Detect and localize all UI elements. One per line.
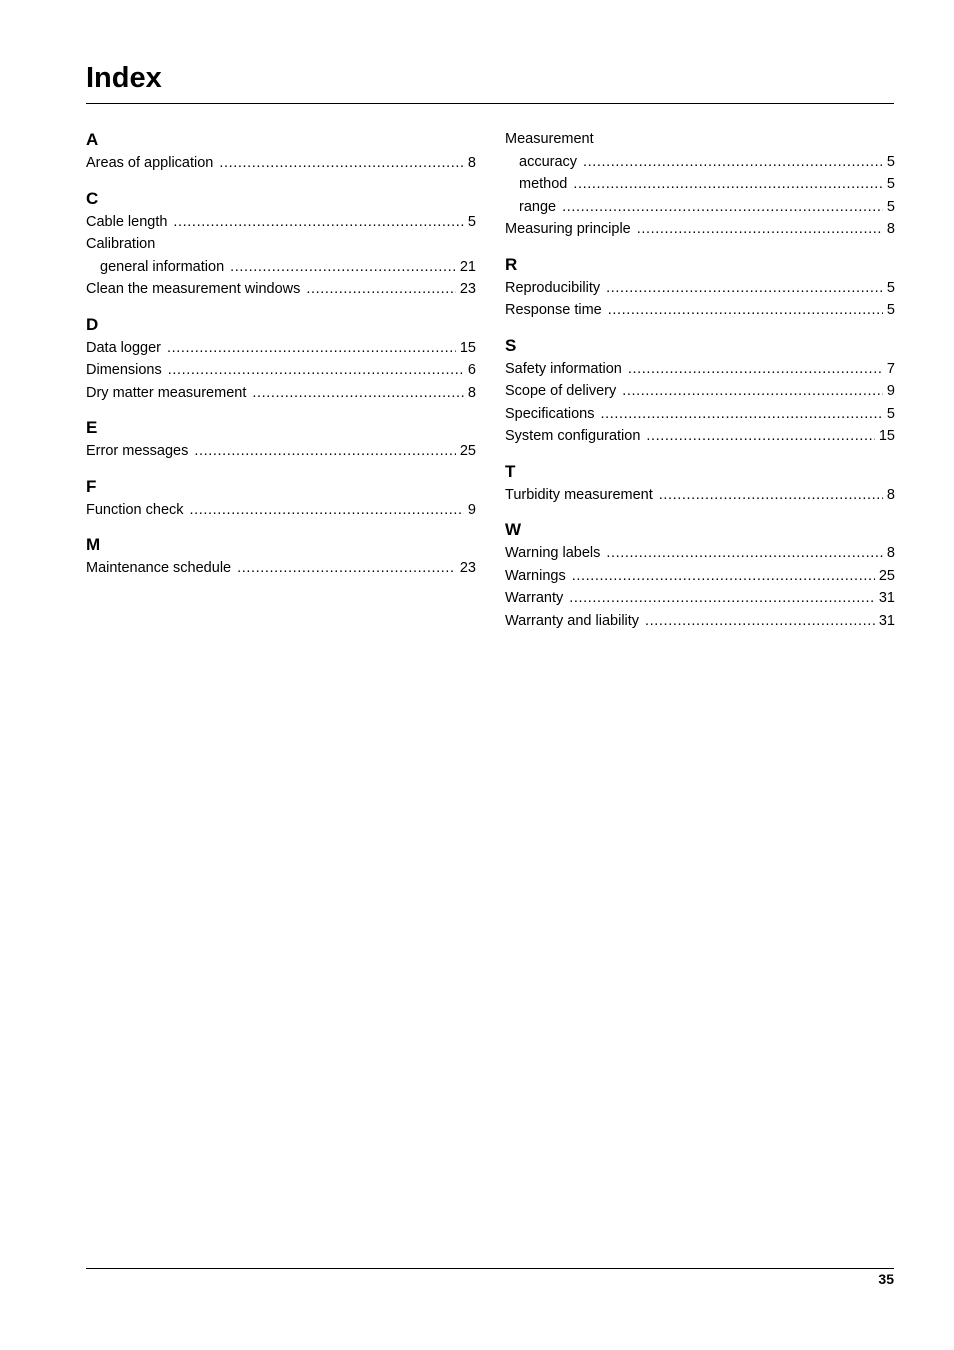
- index-entry[interactable]: [86, 359, 476, 382]
- index-entry[interactable]: [505, 484, 895, 507]
- entry-page: 15: [459, 339, 476, 356]
- dot-leader: [573, 173, 883, 196]
- index-section-m: [86, 533, 476, 580]
- entry-term: Reproducibility: [505, 279, 601, 296]
- dot-leader: [606, 277, 883, 300]
- index-heading-entry: Measurement: [505, 131, 594, 147]
- section-letter: D: [86, 314, 99, 334]
- dot-leader: [190, 499, 464, 522]
- entry-page: 5: [886, 176, 895, 192]
- entry-page: 23: [459, 560, 476, 576]
- index-heading-entry: Calibration: [86, 236, 156, 252]
- dot-leader: [628, 358, 883, 381]
- entry-page: 31: [878, 590, 895, 606]
- index-entry[interactable]: [505, 587, 895, 610]
- entry-page: 6: [467, 362, 476, 378]
- dot-leader: [219, 152, 464, 175]
- entry-page: 8: [886, 221, 895, 237]
- entry-page: 9: [886, 383, 895, 399]
- entry-page: 5: [886, 153, 895, 170]
- dot-leader: [173, 211, 464, 234]
- section-letter: E: [86, 418, 98, 437]
- entry-page: 5: [467, 213, 476, 230]
- dot-leader: [659, 484, 883, 507]
- entry-term: Measuring principle: [505, 221, 631, 237]
- entry-term: method: [519, 176, 568, 192]
- index-subentry[interactable]: [505, 151, 895, 174]
- entry-page: 5: [886, 198, 895, 215]
- index-entry[interactable]: [505, 380, 895, 403]
- index-entry[interactable]: [86, 152, 476, 175]
- entry-term: Clean the measurement windows: [86, 281, 301, 297]
- entry-page: 25: [459, 443, 476, 459]
- index-subentry[interactable]: [505, 196, 895, 219]
- index-section-f: [86, 475, 476, 522]
- index-entry[interactable]: [86, 382, 476, 405]
- header-rule: [86, 103, 894, 104]
- entry-page: 21: [459, 258, 476, 275]
- page-title: Index: [86, 62, 162, 94]
- section-letter: C: [86, 188, 99, 208]
- index-entry[interactable]: [505, 358, 895, 381]
- dot-leader: [194, 440, 456, 463]
- entry-term: Warnings: [505, 567, 566, 584]
- entry-page: 5: [886, 279, 895, 296]
- entry-term: Error messages: [86, 443, 189, 459]
- dot-leader: [168, 359, 464, 382]
- index-entry[interactable]: [505, 299, 895, 322]
- index-entry[interactable]: [505, 425, 895, 448]
- index-entry[interactable]: [86, 440, 476, 463]
- footer-rule: [86, 1268, 894, 1269]
- entry-term: accuracy: [519, 153, 578, 170]
- entry-term: Data logger: [86, 339, 161, 356]
- index-section-w: [505, 518, 895, 632]
- entry-term: general information: [100, 258, 225, 275]
- entry-term: Response time: [505, 302, 602, 318]
- dot-leader: [237, 557, 456, 580]
- index-entry[interactable]: [86, 499, 476, 522]
- index-section-e: [86, 416, 476, 463]
- index-section-a: [86, 128, 476, 175]
- index-column-left: [86, 128, 476, 580]
- dot-leader: [572, 565, 875, 588]
- index-subentry[interactable]: [86, 256, 476, 279]
- index-entry[interactable]: [86, 557, 476, 580]
- index-section-s: [505, 334, 895, 448]
- index-subentry[interactable]: [505, 173, 895, 196]
- entry-term: Dry matter measurement: [86, 384, 247, 401]
- index-entry[interactable]: [86, 211, 476, 234]
- entry-page: 7: [886, 360, 895, 377]
- section-letter: T: [505, 461, 516, 481]
- dot-leader: [608, 299, 883, 322]
- dot-leader: [600, 403, 882, 426]
- index-entry[interactable]: [505, 565, 895, 588]
- entry-term: Warning labels: [505, 545, 601, 561]
- dot-leader: [583, 151, 883, 174]
- dot-leader: [646, 425, 874, 448]
- dot-leader: [606, 542, 883, 565]
- dot-leader: [569, 587, 875, 610]
- entry-page: 8: [886, 486, 895, 503]
- entry-page: 5: [886, 302, 895, 318]
- entry-term: Turbidity measurement: [505, 486, 653, 503]
- entry-term: Maintenance schedule: [86, 560, 232, 576]
- section-letter: W: [505, 520, 522, 539]
- dot-leader: [637, 218, 883, 241]
- index-entry[interactable]: [505, 277, 895, 300]
- index-entry[interactable]: [505, 542, 895, 565]
- dot-leader: [306, 278, 455, 301]
- entry-page: 25: [878, 567, 895, 584]
- dot-leader: [562, 196, 883, 219]
- section-letter: R: [505, 254, 518, 274]
- entry-term: Scope of delivery: [505, 383, 617, 399]
- entry-term: Warranty and liability: [505, 612, 640, 629]
- entry-page: 8: [467, 384, 476, 401]
- index-entry[interactable]: [505, 403, 895, 426]
- index-entry[interactable]: [86, 278, 476, 301]
- section-letter: A: [86, 130, 99, 149]
- index-section-c: [86, 187, 476, 301]
- page-number: 35: [878, 1271, 894, 1287]
- entry-term: Function check: [86, 501, 184, 518]
- index-entry[interactable]: [505, 218, 895, 241]
- dot-leader: [230, 256, 456, 279]
- entry-page: 9: [467, 501, 476, 518]
- index-entry[interactable]: [505, 610, 895, 633]
- index-section-d: [86, 313, 476, 405]
- index-section-m-continued: [505, 128, 895, 241]
- dot-leader: [252, 382, 464, 405]
- entry-page: 8: [467, 155, 476, 171]
- entry-term: Dimensions: [86, 362, 162, 378]
- entry-term: Safety information: [505, 360, 622, 377]
- entry-page: 15: [878, 428, 895, 444]
- entry-page: 5: [886, 405, 895, 422]
- index-section-r: [505, 253, 895, 322]
- section-letter: M: [86, 535, 101, 554]
- entry-term: Warranty: [505, 590, 564, 606]
- index-column-right: [505, 128, 895, 632]
- index-entry[interactable]: [86, 337, 476, 360]
- entry-page: 8: [886, 545, 895, 561]
- section-letter: S: [505, 335, 517, 355]
- entry-term: Specifications: [505, 405, 595, 422]
- dot-leader: [645, 610, 875, 633]
- dot-leader: [622, 380, 883, 403]
- index-section-t: [505, 460, 895, 507]
- entry-term: Areas of application: [86, 155, 214, 171]
- entry-page: 23: [459, 281, 476, 297]
- dot-leader: [167, 337, 456, 360]
- entry-page: 31: [878, 612, 895, 629]
- entry-term: Cable length: [86, 213, 168, 230]
- section-letter: F: [86, 476, 97, 496]
- entry-term: System configuration: [505, 428, 641, 444]
- entry-term: range: [519, 198, 557, 215]
